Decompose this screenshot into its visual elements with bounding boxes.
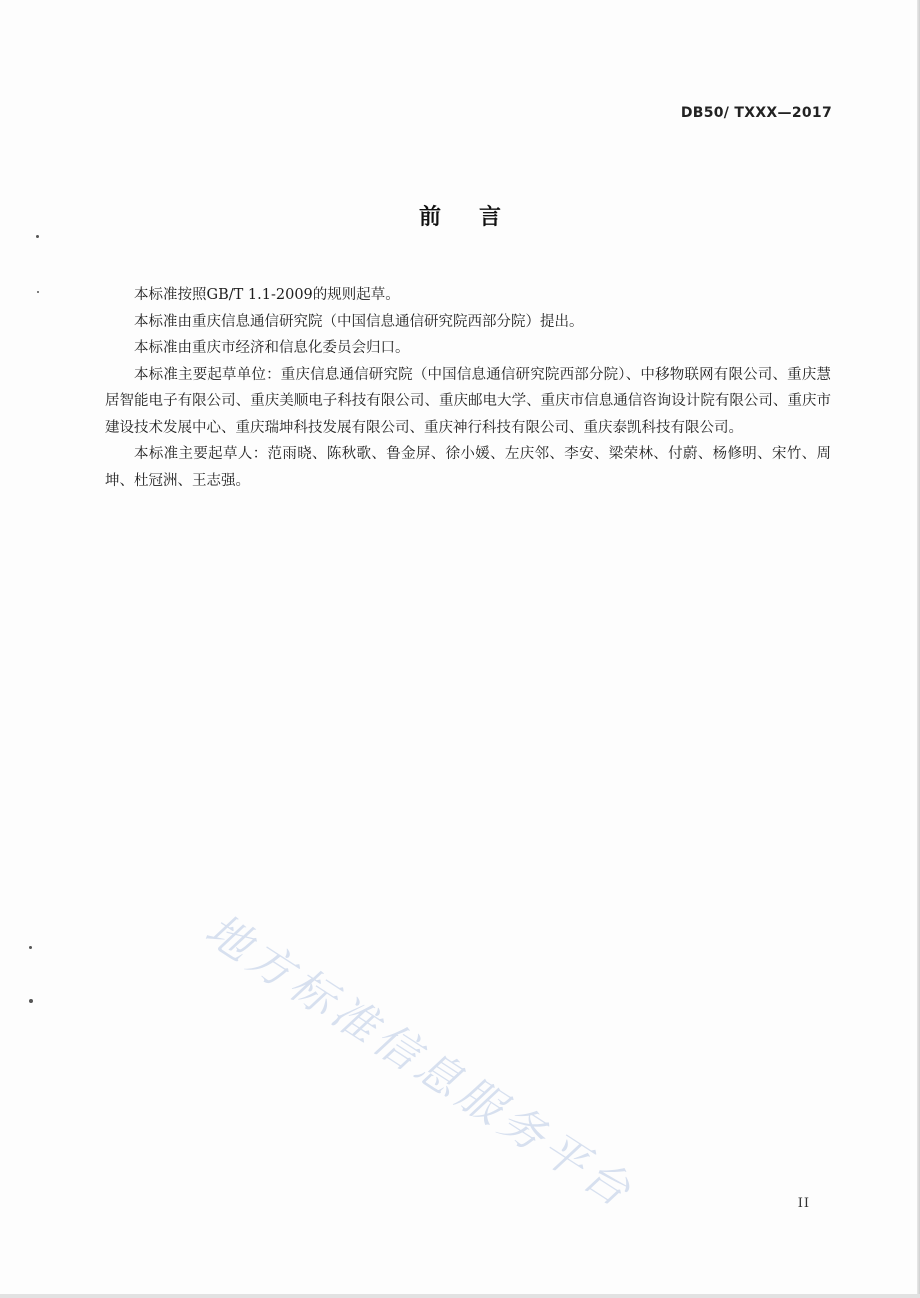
scan-speck <box>29 999 33 1003</box>
paragraph-drafting-units: 本标准主要起草单位：重庆信息通信研究院（中国信息通信研究院西部分院）、中移物联网有限公司、重庆慧居智能电子有限公司、重庆美顺电子科技有限公司、重庆邮电大学、重庆市信息通信咨询设计院有限公司、重庆市建设技术发展中心、重庆瑞坤科技发展有限公司、重庆神行科技有限公司、重庆泰凯科技有限公司。 <box>105 366 831 436</box>
scan-speck <box>36 235 39 238</box>
scan-edge <box>0 1294 920 1298</box>
paragraph-drafters: 本标准主要起草人：范雨晓、陈秋歌、鲁金屏、徐小媛、左庆邻、李安、梁荣林、付蔚、杨修明、宋竹、周坤、杜冠洲、王志强。 <box>105 446 831 489</box>
section-title: 前言 <box>418 205 539 230</box>
paragraph-administrator: 本标准由重庆市经济和信息化委员会归口。 <box>134 340 410 356</box>
scan-speck <box>29 946 32 949</box>
page-number: II <box>797 1196 810 1211</box>
watermark: 地方标准信息服务平台 <box>196 904 644 1220</box>
scan-speck <box>37 291 39 293</box>
paragraph-proposer: 本标准由重庆信息通信研究院（中国信息通信研究院西部分院）提出。 <box>134 313 584 330</box>
foreword-body <box>105 282 831 494</box>
paragraph-drafting-rules: 本标准按照GB/T 1.1-2009的规则起草。 <box>134 287 400 303</box>
standard-code: DB50/ TXXX—2017 <box>680 105 832 121</box>
